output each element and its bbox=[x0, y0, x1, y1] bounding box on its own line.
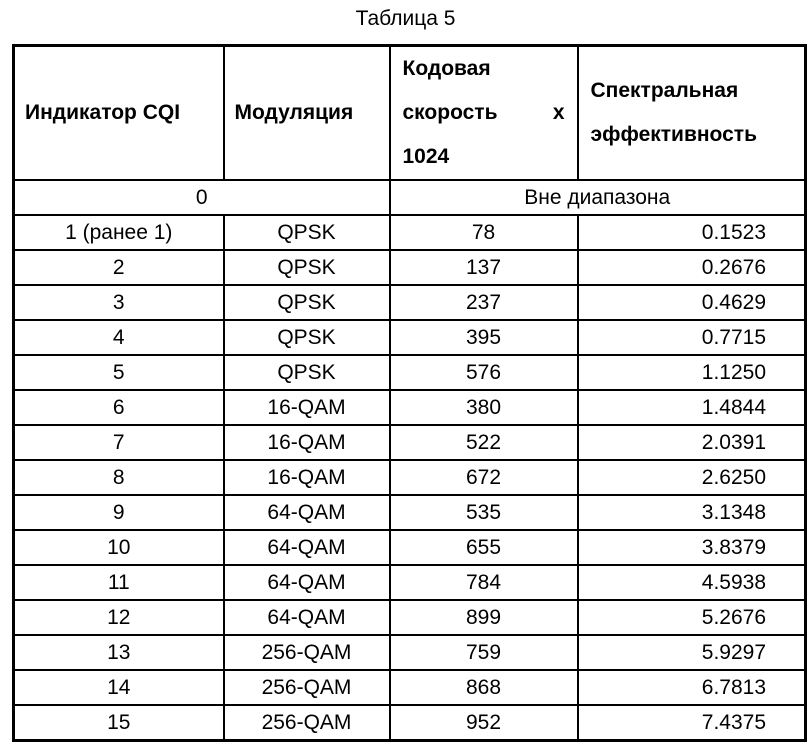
cell-efficiency: 1.1250 bbox=[578, 355, 806, 390]
cell-code-rate: 759 bbox=[390, 635, 578, 670]
cell-cqi: 3 bbox=[14, 285, 224, 320]
header-code-rate-line2 bbox=[403, 91, 565, 135]
header-efficiency-line1: Спектральная bbox=[590, 79, 739, 102]
cell-cqi: 9 bbox=[14, 495, 224, 530]
cell-efficiency: 1.4844 bbox=[578, 390, 806, 425]
table-row bbox=[14, 670, 806, 705]
header-code-rate-line3: 1024 bbox=[402, 145, 450, 168]
cell-modulation: 256-QAM bbox=[224, 635, 390, 670]
cell-efficiency: 5.2676 bbox=[578, 600, 806, 635]
cell-code-rate: 78 bbox=[390, 215, 578, 250]
cell-cqi-zero: 0 bbox=[14, 180, 390, 215]
table-caption: Таблица 5 bbox=[355, 7, 456, 30]
cell-efficiency: 0.1523 bbox=[578, 215, 806, 250]
header-efficiency bbox=[578, 46, 806, 181]
cell-code-rate: 672 bbox=[390, 460, 578, 495]
cell-modulation: 256-QAM bbox=[224, 670, 390, 705]
header-code-rate-multiplier: x bbox=[552, 101, 565, 124]
cell-modulation: 16-QAM bbox=[224, 460, 390, 495]
cell-cqi: 1 (ранее 1) bbox=[14, 215, 224, 250]
header-code-rate-line1: Кодовая bbox=[402, 57, 491, 80]
table-row bbox=[14, 215, 806, 250]
cell-modulation: QPSK bbox=[224, 285, 390, 320]
cell-modulation: QPSK bbox=[224, 250, 390, 285]
cell-modulation: QPSK bbox=[224, 320, 390, 355]
table-row bbox=[14, 600, 806, 635]
header-code-rate bbox=[390, 46, 578, 181]
table-row bbox=[14, 250, 806, 285]
cell-code-rate: 380 bbox=[390, 390, 578, 425]
cell-efficiency: 7.4375 bbox=[578, 705, 806, 741]
cell-code-rate: 237 bbox=[390, 285, 578, 320]
cell-code-rate: 868 bbox=[390, 670, 578, 705]
cell-cqi: 15 bbox=[14, 705, 224, 741]
cell-modulation: 64-QAM bbox=[224, 495, 390, 530]
cell-cqi: 8 bbox=[14, 460, 224, 495]
table-row bbox=[14, 355, 806, 390]
cell-modulation: 64-QAM bbox=[224, 530, 390, 565]
cell-code-rate: 576 bbox=[390, 355, 578, 390]
cell-modulation: QPSK bbox=[224, 355, 390, 390]
cell-code-rate: 137 bbox=[390, 250, 578, 285]
cell-cqi: 14 bbox=[14, 670, 224, 705]
header-row bbox=[14, 46, 806, 181]
cell-efficiency: 0.7715 bbox=[578, 320, 806, 355]
cell-cqi: 2 bbox=[14, 250, 224, 285]
cell-code-rate: 535 bbox=[390, 495, 578, 530]
cell-modulation: 64-QAM bbox=[224, 565, 390, 600]
cell-code-rate: 952 bbox=[390, 705, 578, 741]
cell-code-rate: 655 bbox=[390, 530, 578, 565]
table-header bbox=[14, 46, 806, 181]
table-row bbox=[14, 565, 806, 600]
cell-modulation: 64-QAM bbox=[224, 600, 390, 635]
table-row bbox=[14, 495, 806, 530]
cell-cqi: 11 bbox=[14, 565, 224, 600]
cell-efficiency: 3.8379 bbox=[578, 530, 806, 565]
cell-efficiency: 0.4629 bbox=[578, 285, 806, 320]
cell-cqi: 10 bbox=[14, 530, 224, 565]
table-row bbox=[14, 320, 806, 355]
cell-cqi: 13 bbox=[14, 635, 224, 670]
table-row bbox=[14, 705, 806, 741]
cell-code-rate: 784 bbox=[390, 565, 578, 600]
cell-cqi: 6 bbox=[14, 390, 224, 425]
table-row bbox=[14, 530, 806, 565]
cell-efficiency: 4.5938 bbox=[578, 565, 806, 600]
header-efficiency-line2: эффективность bbox=[590, 123, 757, 146]
cell-efficiency: 3.1348 bbox=[578, 495, 806, 530]
table-row bbox=[14, 285, 806, 320]
cell-efficiency: 0.2676 bbox=[578, 250, 806, 285]
header-code-rate-word: скорость bbox=[402, 101, 498, 124]
header-modulation: Модуляция bbox=[224, 46, 390, 181]
cell-cqi: 4 bbox=[14, 320, 224, 355]
table-body bbox=[14, 180, 806, 741]
cell-modulation: 256-QAM bbox=[224, 705, 390, 741]
cqi-table bbox=[12, 44, 807, 742]
cell-efficiency: 2.0391 bbox=[578, 425, 806, 460]
cell-modulation: QPSK bbox=[224, 215, 390, 250]
cell-modulation: 16-QAM bbox=[224, 425, 390, 460]
cell-code-rate: 395 bbox=[390, 320, 578, 355]
table-row bbox=[14, 635, 806, 670]
cell-out-of-range: Вне диапазона bbox=[390, 180, 806, 215]
table-row bbox=[14, 460, 806, 495]
cell-efficiency: 2.6250 bbox=[578, 460, 806, 495]
cell-cqi: 12 bbox=[14, 600, 224, 635]
cell-efficiency: 5.9297 bbox=[578, 635, 806, 670]
table-row-zero bbox=[14, 180, 806, 215]
cell-cqi: 5 bbox=[14, 355, 224, 390]
table-row bbox=[14, 390, 806, 425]
cell-code-rate: 522 bbox=[390, 425, 578, 460]
cell-cqi: 7 bbox=[14, 425, 224, 460]
cell-modulation: 16-QAM bbox=[224, 390, 390, 425]
table-row bbox=[14, 425, 806, 460]
cell-efficiency: 6.7813 bbox=[578, 670, 806, 705]
header-cqi: Индикатор CQI bbox=[14, 46, 224, 181]
cell-code-rate: 899 bbox=[390, 600, 578, 635]
